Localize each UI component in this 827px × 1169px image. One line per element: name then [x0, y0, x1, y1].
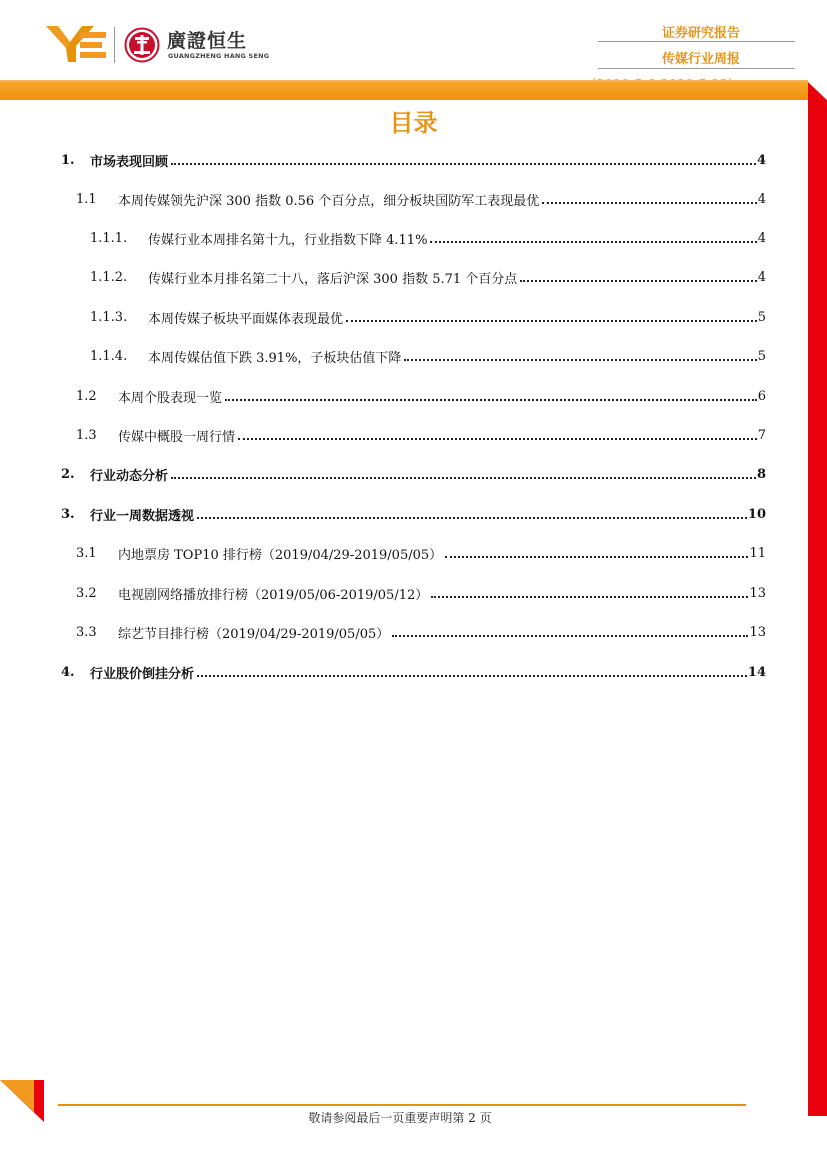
side-bar — [808, 100, 827, 1116]
toc-leader — [520, 266, 756, 282]
toc-entry[interactable] — [61, 465, 766, 483]
toc-entry[interactable] — [76, 544, 766, 562]
toc-entry[interactable] — [90, 347, 766, 365]
toc-leader — [171, 149, 756, 165]
toc-page: 5 — [757, 309, 766, 325]
toc-number: 3. — [61, 506, 75, 522]
toc-number: 1. — [61, 152, 75, 168]
toc-text: 行业动态分析 — [90, 468, 169, 484]
toc-page: 6 — [757, 388, 766, 404]
corner-triangle — [808, 82, 827, 100]
toc-title: 目录 — [389, 109, 438, 137]
toc-text: 传媒中概股一周行情 — [118, 429, 236, 445]
toc-number: 1.1.1. — [90, 230, 128, 246]
toc-entry[interactable] — [76, 387, 766, 405]
ye-logo-icon — [46, 24, 108, 64]
toc-text: 内地票房 TOP10 排行榜（2019/04/29-2019/05/05） — [118, 547, 443, 563]
toc-entry[interactable] — [76, 426, 766, 444]
toc-entry[interactable] — [61, 663, 766, 681]
toc-leader — [225, 385, 757, 401]
toc-text: 综艺节目排行榜（2019/04/29-2019/05/05） — [118, 626, 390, 642]
toc-entry[interactable] — [76, 584, 766, 602]
toc-leader — [346, 306, 757, 322]
toc-leader — [197, 503, 747, 519]
toc-page: 8 — [756, 466, 766, 482]
toc-page: 14 — [747, 664, 766, 680]
toc-entry[interactable] — [61, 505, 766, 523]
toc-leader — [430, 227, 756, 243]
toc-number: 1.2 — [76, 388, 97, 404]
toc-leader — [431, 582, 748, 598]
toc-entry[interactable] — [90, 268, 766, 286]
toc-page: 5 — [757, 348, 766, 364]
toc-text: 传媒行业本周排名第十九，行业指数下降 4.11% — [148, 232, 428, 248]
seal-logo-icon — [124, 27, 160, 63]
toc-text: 本周个股表现一览 — [118, 390, 223, 406]
toc-entry[interactable] — [61, 151, 766, 169]
toc-text: 本周传媒子板块平面媒体表现最优 — [148, 311, 344, 327]
toc-leader — [445, 542, 748, 558]
report-name: 传媒行业周报 — [661, 52, 740, 67]
toc-text: 本周传媒领先沪深 300 指数 0.56 个百分点，细分板块国防军工表现最优 — [118, 193, 540, 209]
toc-entry[interactable] — [76, 623, 766, 641]
toc-page: 4 — [757, 191, 766, 207]
toc-number: 4. — [61, 664, 75, 680]
report-type: 证券研究报告 — [661, 26, 740, 41]
brand-name-cn: 廣證恒生 — [167, 30, 248, 52]
toc-entry[interactable] — [76, 190, 766, 208]
toc-number: 3.1 — [76, 545, 97, 561]
brand-divider — [114, 27, 115, 63]
toc-page: 13 — [749, 624, 766, 640]
toc-page: 4 — [757, 230, 766, 246]
toc-text: 行业一周数据透视 — [90, 508, 195, 524]
toc-entry[interactable] — [90, 229, 766, 247]
toc-text: 电视剧网络播放排行榜（2019/05/06-2019/05/12） — [118, 587, 429, 603]
toc-leader — [542, 188, 756, 204]
toc-leader — [197, 661, 747, 677]
toc-leader — [238, 424, 757, 440]
header-band — [0, 82, 808, 100]
toc-page: 4 — [756, 152, 766, 168]
header-rule — [598, 41, 795, 42]
toc-number: 1.1.2. — [90, 269, 128, 285]
toc-text: 本周传媒估值下跌 3.91%，子板块估值下降 — [148, 350, 402, 366]
toc-number: 1.3 — [76, 427, 97, 443]
toc-leader — [392, 621, 748, 637]
toc-page: 7 — [757, 427, 766, 443]
toc-page: 13 — [749, 585, 766, 601]
toc-number: 2. — [61, 466, 75, 482]
toc-page: 4 — [757, 269, 766, 285]
toc-text: 行业股价倒挂分析 — [90, 666, 195, 682]
toc-number: 3.3 — [76, 624, 97, 640]
toc-leader — [404, 345, 756, 361]
header-rule — [598, 68, 795, 69]
toc-leader — [171, 463, 756, 479]
toc-number: 1.1.3. — [90, 309, 128, 325]
footer-note: 敬请参阅最后一页重要声明第 2 页 — [308, 1111, 492, 1125]
toc-number: 1.1.4. — [90, 348, 128, 364]
toc-number: 3.2 — [76, 585, 97, 601]
toc-text: 传媒行业本月排名第二十八，落后沪深 300 指数 5.71 个百分点 — [148, 271, 518, 287]
toc-entry[interactable] — [90, 308, 766, 326]
toc-text: 市场表现回顾 — [90, 154, 169, 170]
toc-page: 11 — [749, 545, 766, 561]
toc-number: 1.1 — [76, 191, 97, 207]
toc-page: 10 — [747, 506, 766, 522]
footer-rule — [58, 1104, 746, 1106]
brand-name-en: GUANGZHENG HANG SENG — [168, 52, 270, 60]
